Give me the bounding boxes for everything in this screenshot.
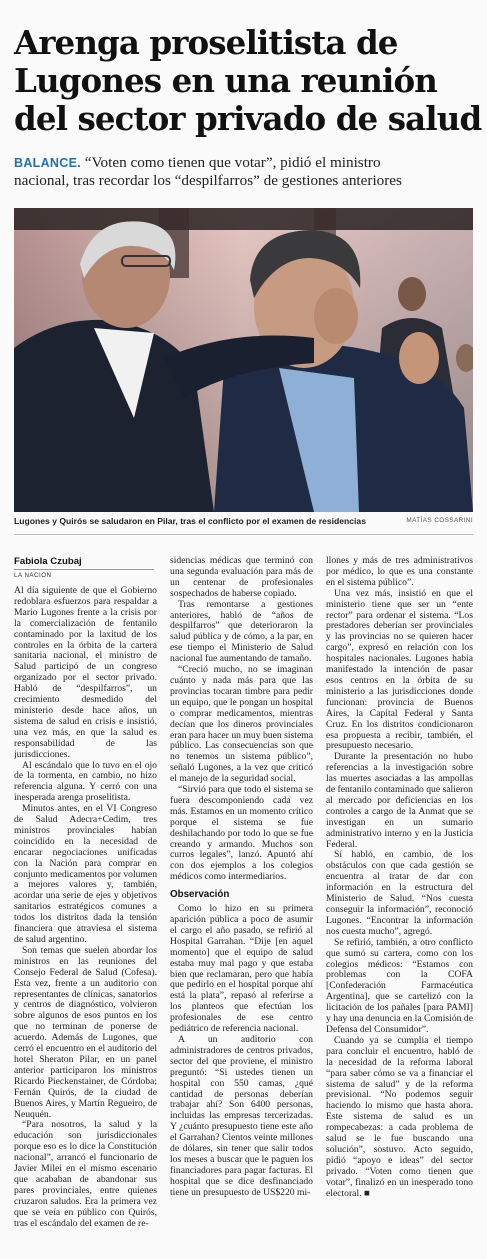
paragraph: Durante la presentación no hubo referencias a la investigación sobre las muertes asociadas a las ampollas de fentanilo contaminado que salieron al mercado por deficiencias en los controles a cargo de la Anmat que se investigan en un sumario administrativo interno y en la Justicia Federal. — [326, 751, 473, 850]
subhead-line-1 — [14, 154, 476, 172]
photo-credit: MATÍAS COSSARINI — [406, 517, 473, 524]
divider — [14, 534, 473, 535]
news-photo — [14, 208, 473, 512]
paragraph: Se refirió, también, a otro conflicto que sumó su cartera, como con los colegios médicos: “Estamos con problemas con la COFA [Confederación Farmacéutica Argentina], que se cartelizó con la licitación de los pañales [para PAMI] y hay una denuncia en la Comisión de Defensa del Consumidor”. — [326, 936, 473, 1035]
paragraph: Como lo hizo en su primera aparición pública a poco de asumir el cargo el año pasado, se refirió al Hospital Garrahan. “Dije [en aquel momento] que el equipo de salud estaba muy mal pago y que estaba bien que reclamaran, pero que había que pedirlo en el hospital porque ahí está la plata”, repasó al referirse a los planteos que efectúan los profesionales de ese centro pediátrico de referencia nacional. — [170, 903, 313, 1035]
paragraph: Cuando ya se cumplía el tiempo para concluir el encuentro, habló de la necesidad de la reforma laboral “para saber cómo se va a financiar el sistema de salud” y de la reforma previsional. “No podemos seguir haciendo lo mismo que hasta ahora. Este sistema de salud es un rompecabezas: a cada problema de salud se le fue buscando una solución”, sostuvo. Acto seguido, pidió “apoyo e ideas” del sector privado. “Voten como tienen que votar”, finalizó en un inesperado tono electoral. ■ — [326, 1034, 473, 1199]
caption-text: Lugones y Quirós se saludaron en Pilar, tras el conflicto por el examen de residencias — [14, 516, 366, 526]
headline-line: Arenga proselitista de — [14, 23, 398, 62]
paragraph: “Sirvió para que todo el sistema se fuera descomponiendo cada vez más. Estamos en un momento crítico porque el sistema se fue deshilachando por todo lo que se fue creando y armando. Muchos son curros legales”, lanzó. Apuntó ahí con dos ejemplos a los colegios médicos como intermediarios. — [170, 784, 313, 883]
paragraph: sidencias médicas que terminó con una segunda evaluación para más de un centenar de profesionales sospechados de haberse copiado. — [170, 556, 313, 599]
headline-line: del sector privado de salud — [14, 99, 482, 138]
paragraph: A un auditorio con administradores de centros privados, sector del que proviene, el ministro preguntó: “Si ustedes tienen un hospital con 550 camas, ¿qué cantidad de personas deberían trabajar ahí? Son 6400 personas, incluidas las empresas tercerizadas. Y ¿cuánto presupuesto tiene este año el Garrahan? Cientos veinte millones de dólares, sin tener que salir todos los meses a buscar que le paguen los financiadores para pagar facturas. El hospital que se dice desfinanciado tiene un presupuesto de US$220 mi- — [170, 1033, 313, 1198]
headline — [14, 23, 482, 138]
paragraph: Tras remontarse a gestiones anteriores, habló de “años de despilfarros” que deterioraron la salud pública y de cómo, a la par, en ese tiempo el Ministerio de Salud nacional fue aumentando de tamaño. — [170, 598, 313, 665]
headline-line: Lugones en una reunión — [14, 61, 437, 100]
photo-caption — [14, 516, 473, 530]
byline-divider — [14, 569, 154, 570]
byline-outlet: LA NACION — [14, 572, 52, 579]
subhead-line-2: nacional, tras recordar los “despilfarros” de gestiones anteriores — [14, 172, 402, 189]
byline-author: Fabiola Czubaj — [14, 556, 82, 567]
article-column-2 — [170, 556, 313, 1248]
section-title: Observación — [170, 889, 230, 901]
paragraph: “Para nosotros, la salud y la educación son jurisdiccionales porque eso es lo dice la Constitución nacional”, arrancó el funcionario de Javier Milei en el mismo escenario que acababan de abandonar sus pares provinciales, entre quienes cruzaron saludos. Era la primera vez que se veía en público con Quirós, tras el escándalo del examen de re- — [14, 1119, 157, 1229]
paragraph: Al día siguiente de que el Gobierno redoblara esfuerzos para respaldar a Mario Lugones frente a la crisis por la comercialización de fentanilo contaminado por la laxitud de los controles en la órbita de la cartera sanitaria nacional, el ministro de Salud participó de un congreso organizado por el sector privado. Habló de “despilfarros”, un crecimiento desmedido del ministerio desde hace años, un sistema de salud en crisis e insistió, una vez más, en que la salud es responsabilidad de las jurisdicciones. — [14, 586, 157, 760]
paragraph: Al escándalo que lo tuvo en el ojo de la tormenta, en cambio, no hizo referencia alguna. Y cerró con una inesperada arenga proselitista. — [14, 759, 157, 804]
article-column-1 — [14, 586, 157, 1248]
photo-icon — [14, 208, 473, 512]
paragraph: “Creció mucho, no se imaginan cuánto y nada más para que las provincias tocaran timbre para pedir un equipo, que le pongan un hospital o comprar medicamentos, mientras decían que los dineros provinciales eran para hacer un muy buen sistema público. Las consecuencias son que no tenemos un sistema público”, señaló Lugones, a la vez que criticó el manejo de la seguridad social. — [170, 664, 313, 785]
kicker-label: BALANCE. — [14, 156, 81, 170]
paragraph: llones y más de tres administrativos por médico, lo que es una constante en el sistema público”. — [326, 556, 473, 588]
subhead — [14, 154, 476, 190]
paragraph: Sí habló, en cambio, de los obstáculos con que cada gestión se encuentra al tratar de dar con información en la estructura del Ministerio de Salud. “Nos cuesta conseguir la información”, reconoció Lugones. “Encontrar la información nos cuesta mucho”, agregó. — [326, 849, 473, 937]
article-column-3 — [326, 556, 473, 1248]
paragraph: Minutos antes, en el VI Congreso de Salud Adecra+Cedim, tres ministros provinciales habían coincidido en la necesidad de encarar negociaciones unificadas con la Nación para comprar en conjunto medicamentos por volumen a mejores valores y, también, acordar una serie de ejes y objetivos sanitarios estratégicos comunes a todos los distritos dada la tensión financiera que atraviesa el sistema de salud argentino. — [14, 803, 157, 945]
paragraph: Una vez más, insistió en que el ministerio tiene que ser un “ente rector” para ordenar el sistema. “Los prestadores deberían ser provinciales y las provincias no se quieren hacer cargo”, expresó en relación con los hospitales nacionales. Lugones había manifestado la intención de pasar esos centros en la órbita de su ministerio a las jurisdicciones donde funcionan: provincia de Buenos Aires, la Capital Federal y Santa Cruz. En los distritos condicionaron esa propuesta a recibir, también, el presupuesto necesario. — [326, 587, 473, 752]
subhead-text: “Voten como tienen que votar”, pidió el ministro — [84, 154, 381, 171]
paragraph: Son temas que suelen abordar los ministros en las reuniones del Consejo Federal de Salud (Cofesa). Esta vez, frente a un auditorio con representantes de clínicas, sanatorios y centros de diagnóstico, volvieron sobre algunos de esos puntos en los que no terminan de ponerse de acuerdo. Además de Lugones, que cerró el encuentro en el auditorio del hotel Sheraton Pilar, en un panel anterior participaron los ministros Ricardo Pieckenstainer, de Córdoba; Fernán Quirós, de la ciudad de Buenos Aires, y Martín Regueiro, de Neuquén. — [14, 944, 157, 1120]
